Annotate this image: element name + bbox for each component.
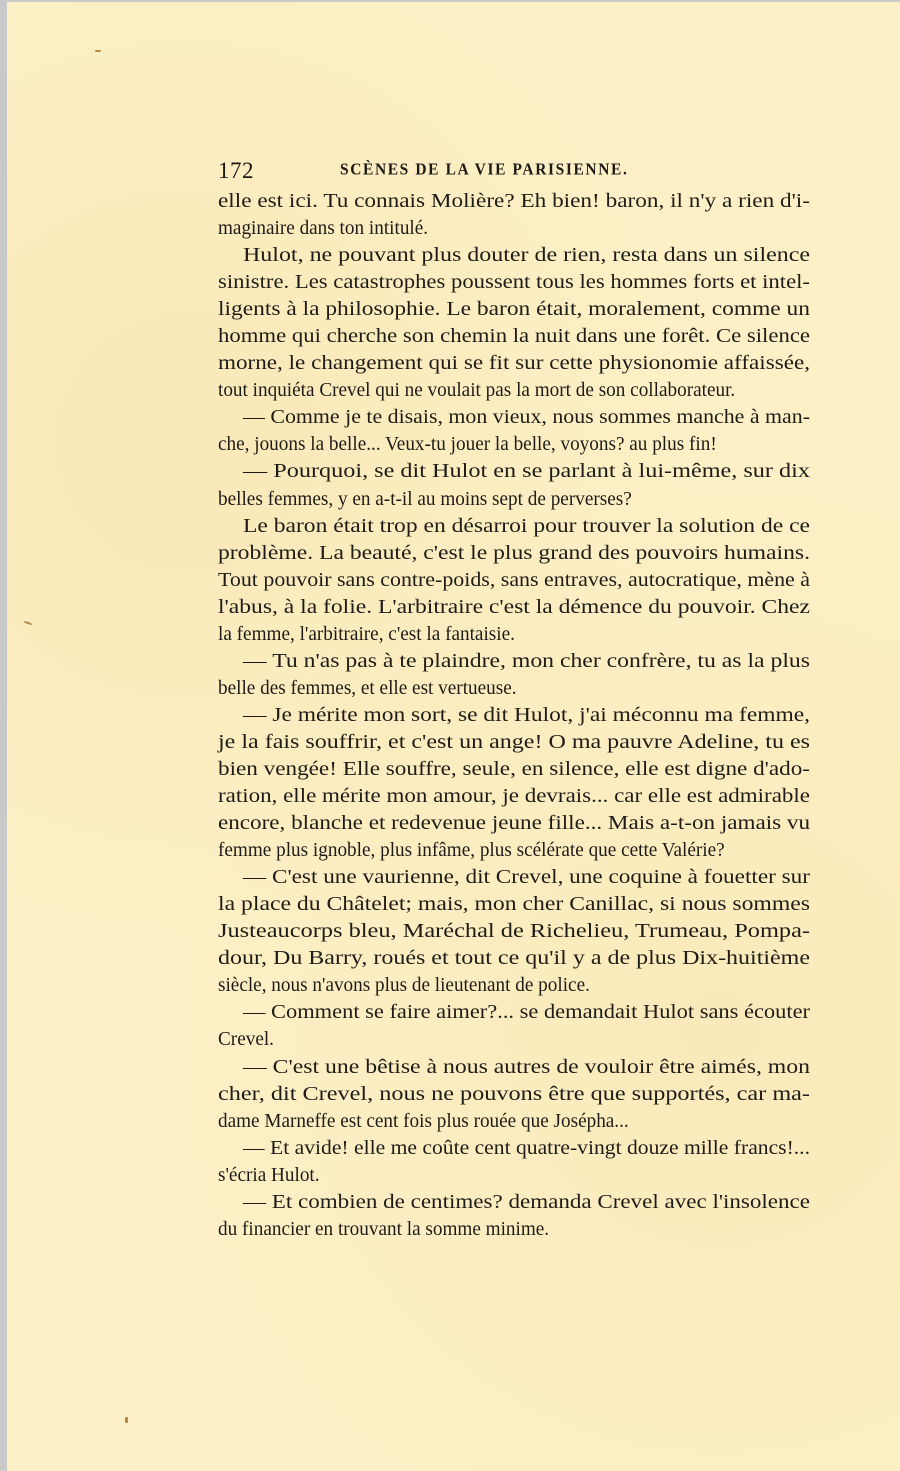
text-line: dour, Du Barry, roués et tout ce qu'il y a de plus Dix-huitième [218,947,810,970]
text-line: Le baron était trop en désarroi pour trouver la solution de ce [243,514,810,537]
text-line: encore, blanche et redevenue jeune fille... Mais a-t-on jamais vu [218,812,810,835]
text-line: belle des femmes, et elle est vertueuse. [218,676,517,699]
text-line: l'abus, à la folie. L'arbitraire c'est la démence du pouvoir. Chez [218,595,810,618]
text-line: — Et avide! elle me coûte cent quatre-vingt douze mille francs!... [243,1136,810,1159]
text-line: elle est ici. Tu connais Molière? Eh bien! baron, il n'y a rien d'i- [218,190,810,212]
text-line: Tout pouvoir sans contre-poids, sans entraves, autocratique, mène à [218,568,810,591]
text-line: s'écria Hulot. [218,1163,320,1186]
text-line: Hulot, ne pouvant plus douter de rien, resta dans un silence [243,244,810,267]
text-line: sinistre. Les catastrophes poussent tous les hommes forts et intel- [218,271,810,294]
body-text [218,188,810,1243]
page-header [218,158,808,186]
text-line: la femme, l'arbitraire, c'est la fantaisie. [218,622,515,645]
book-page [7,2,900,1471]
text-line: — Comme je te disais, mon vieux, nous sommes manche à man- [243,406,810,429]
text-line: belles femmes, y en a-t-il au moins sept de perverses? [218,487,632,510]
running-title: SCÈNES DE LA VIE PARISIENNE. [340,160,629,179]
text-line: tout inquiéta Crevel qui ne voulait pas la mort de son collaborateur. [218,379,736,402]
text-line: homme qui cherche son chemin la nuit dans une forêt. Ce silence [218,325,810,348]
text-line: ration, elle mérite mon amour, je devrais... car elle est admirable [218,785,810,808]
text-line: du financier en trouvant la somme minime. [218,1217,550,1240]
page-number: 172 [218,158,254,183]
text-line: — Je mérite mon sort, se dit Hulot, j'ai méconnu ma femme, [243,703,810,726]
text-line: je la fais souffrir, et c'est un ange! O ma pauvre Adeline, tu es [218,730,810,753]
text-line: cher, dit Crevel, nous ne pouvons être que supportés, car ma- [218,1082,810,1105]
text-line: siècle, nous n'avons plus de lieutenant de police. [218,974,590,997]
text-line: ligents à la philosophie. Le baron était, moralement, comme un [218,298,810,321]
text-line: Justeaucorps bleu, Maréchal de Richelieu, Trumeau, Pompa- [218,920,810,943]
paper-speck [24,621,32,626]
text-line: — Comment se faire aimer?... se demandait Hulot sans écouter [243,1001,810,1024]
text-line: — Et combien de centimes? demanda Crevel avec l'insolence [243,1190,810,1213]
paper-speck [95,50,101,52]
text-line: — Pourquoi, se dit Hulot en se parlant à lui-même, sur dix [243,460,810,483]
text-line: problème. La beauté, c'est le plus grand des pouvoirs humains. [218,541,810,564]
text-line: Crevel. [218,1028,274,1051]
text-line: — C'est une bêtise à nous autres de vouloir être aimés, mon [243,1055,810,1078]
text-line: morne, le changement qui se fit sur cette physionomie affaissée, [218,352,810,375]
text-line: la place du Châtelet; mais, mon cher Canillac, si nous sommes [218,893,810,916]
text-line: bien vengée! Elle souffre, seule, en silence, elle est digne d'ado- [218,757,810,780]
paper-speck [125,1417,128,1423]
text-line: dame Marneffe est cent fois plus rouée que Josépha... [218,1109,629,1132]
text-line: femme plus ignoble, plus infâme, plus scélérate que cette Valérie? [218,839,725,862]
text-line: — Tu n'as pas à te plaindre, mon cher confrère, tu as la plus [243,649,810,672]
text-line: — C'est une vaurienne, dit Crevel, une coquine à fouetter sur [243,866,810,889]
text-line: che, jouons la belle... Veux-tu jouer la belle, voyons? au plus fin! [218,433,717,456]
text-line: maginaire dans ton intitulé. [218,217,429,240]
